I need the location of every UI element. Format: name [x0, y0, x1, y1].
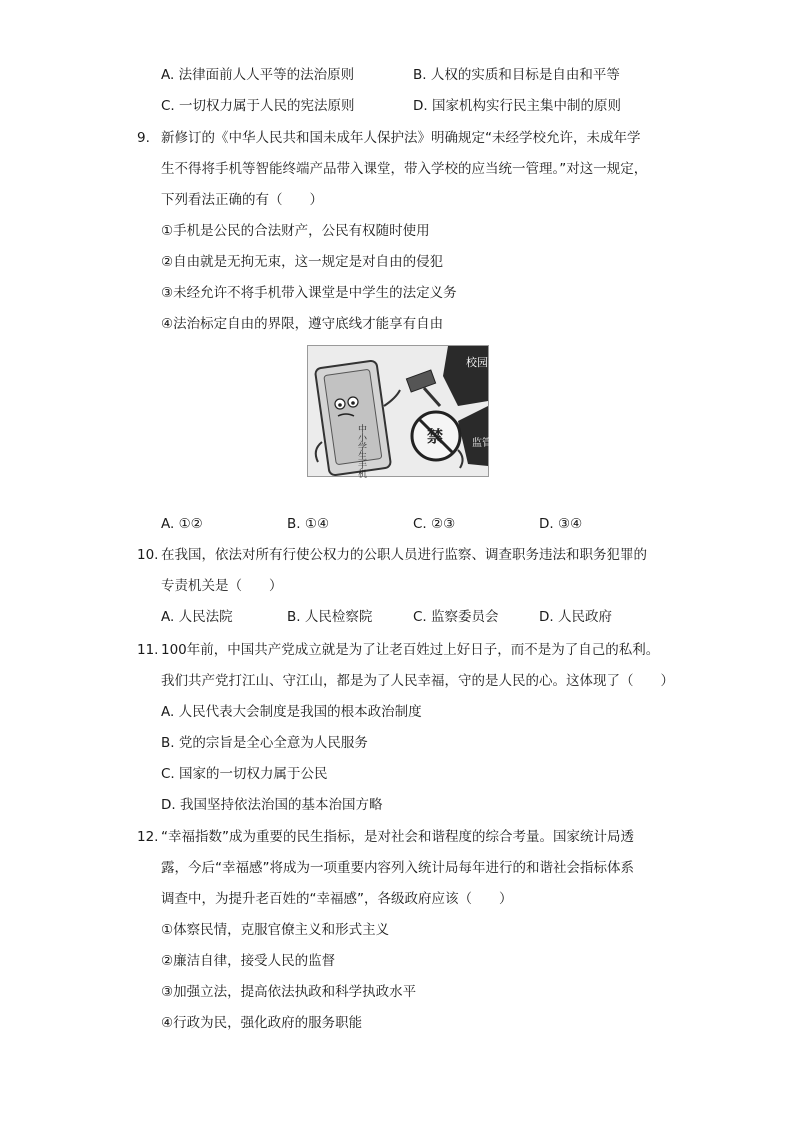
cartoon-illustration — [307, 345, 492, 478]
q9-statement-2: ②自由就是无拘无束，这一规定是对自由的侵犯 — [161, 254, 444, 270]
q11-option-d: D. 我国坚持依法治国的基本治国方略 — [161, 797, 383, 813]
q12-stem-line-1: “幸福指数”成为重要的民生指标，是对社会和谐程度的综合考量。国家统计局透 — [161, 829, 634, 845]
q12-stem-line-2: 露，今后“幸福感”将成为一项重要内容列入统计局每年进行的和谐社会指标体系 — [161, 860, 634, 876]
q12-statement-2: ②廉洁自律，接受人民的监督 — [161, 953, 336, 969]
phone-label: 中小学生手机 — [356, 424, 366, 478]
q11-option-b: B. 党的宗旨是全心全意为人民服务 — [161, 735, 368, 751]
q11-stem-line-1: 100年前，中国共产党成立就是为了让老百姓过上好日子，而不是为了自己的私利。 — [161, 642, 660, 658]
q8-option-c: C. 一切权力属于人民的宪法原则 — [161, 98, 355, 114]
q9-statement-1: ①手机是公民的合法财产，公民有权随时使用 — [161, 223, 430, 239]
q10-option-a: A. 人民法院 — [161, 609, 233, 625]
q11-number: 11. — [137, 642, 159, 658]
q8-option-a: A. 法律面前人人平等的法治原则 — [161, 67, 355, 83]
q12-stem-line-3: 调查中，为提升老百姓的“幸福感”，各级政府应该（ ） — [161, 891, 513, 907]
q12-statement-3: ③加强立法，提高依法执政和科学执政水平 — [161, 984, 417, 1000]
q9-option-a: A. ①② — [161, 516, 203, 532]
q9-stem-line-1: 新修订的《中华人民共和国未成年人保护法》明确规定“未经学校允许，未成年学 — [161, 130, 641, 146]
q10-option-b: B. 人民检察院 — [287, 609, 373, 625]
q10-option-d: D. 人民政府 — [539, 609, 612, 625]
sleeve-label-1: 校园 — [466, 356, 488, 369]
q10-option-c: C. 监察委员会 — [413, 609, 499, 625]
prohibition-sign-icon — [412, 412, 460, 460]
q9-option-b: B. ①④ — [287, 516, 330, 532]
q11-stem-line-2: 我们共产党打江山、守江山，都是为了人民幸福，守的是人民的心。这体现了（ ） — [161, 673, 674, 689]
prohibition-label: 禁 — [427, 427, 444, 446]
q9-statement-4: ④法治标定自由的界限，遵守底线才能享有自由 — [161, 316, 444, 332]
q10-stem-line-2: 专责机关是（ ） — [161, 578, 283, 594]
q11-option-a: A. 人民代表大会制度是我国的根本政治制度 — [161, 704, 422, 720]
q11-option-c: C. 国家的一切权力属于公民 — [161, 766, 328, 782]
q8-option-b: B. 人权的实质和目标是自由和平等 — [413, 67, 620, 83]
q9-stem-line-3: 下列看法正确的有（ ） — [161, 192, 323, 208]
q8-option-d: D. 国家机构实行民主集中制的原则 — [413, 98, 621, 114]
q9-option-c: C. ②③ — [413, 516, 456, 532]
q9-statement-3: ③未经允许不将手机带入课堂是中学生的法定义务 — [161, 285, 457, 301]
cartoon-svg — [308, 346, 492, 478]
q9-option-d: D. ③④ — [539, 516, 583, 532]
q9-stem-line-2: 生不得将手机等智能终端产品带入课堂，带入学校的应当统一管理。”对这一规定， — [161, 161, 648, 177]
q10-stem-line-1: 在我国，依法对所有行使公权力的公职人员进行监察、调查职务违法和职务犯罪的 — [161, 547, 647, 563]
q10-number: 10. — [137, 547, 159, 563]
q12-number: 12. — [137, 829, 159, 845]
q12-statement-1: ①体察民情，克服官僚主义和形式主义 — [161, 922, 390, 938]
q12-statement-4: ④行政为民，强化政府的服务职能 — [161, 1015, 363, 1031]
sleeve-label-2: 监管 — [472, 438, 492, 449]
q9-number: 9. — [137, 130, 150, 146]
